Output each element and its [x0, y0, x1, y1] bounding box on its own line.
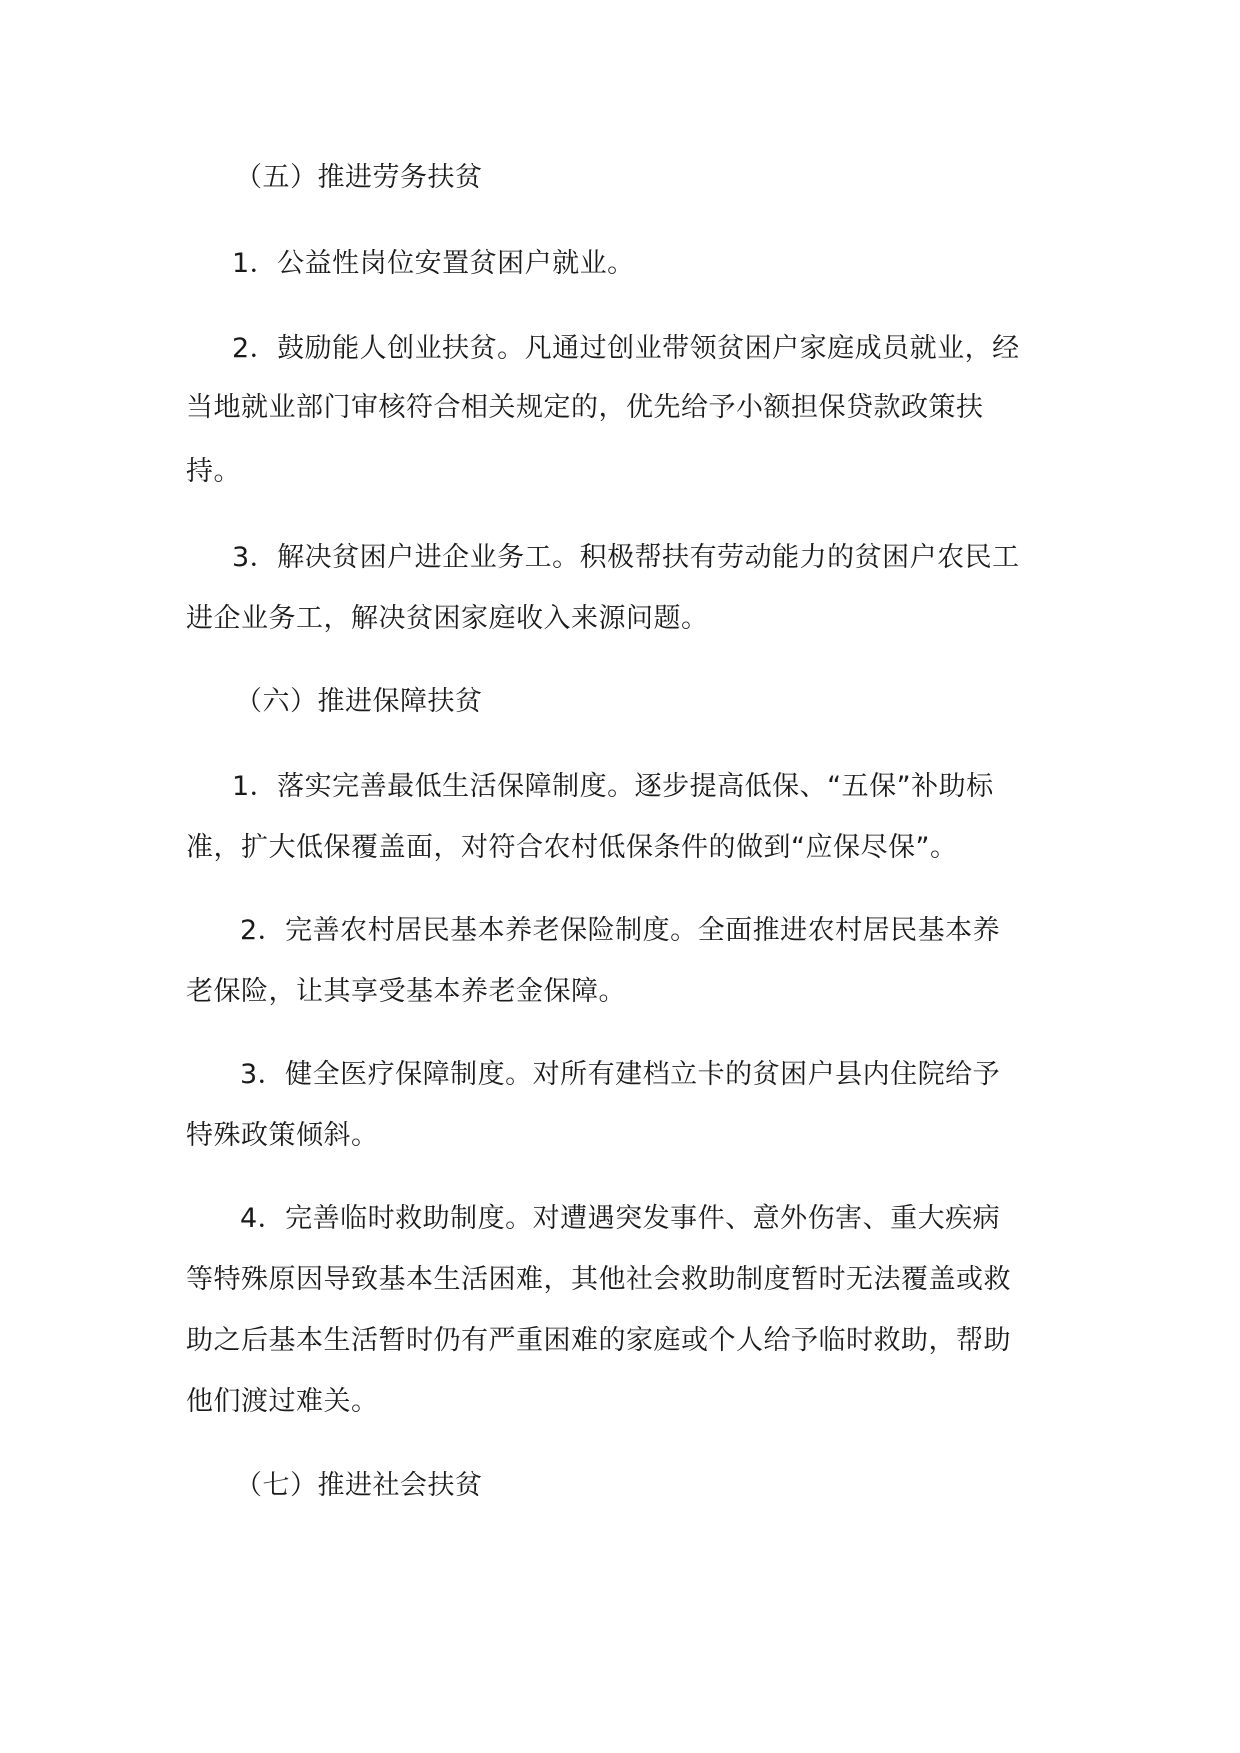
paragraph-line: 3．健全医疗保障制度。对所有建档立卡的贫困户县内住院给予 — [240, 1059, 1001, 1090]
paragraph-line: 老保险，让其享受基本养老金保障。 — [186, 976, 626, 1007]
paragraph-line: 2．鼓励能人创业扶贫。凡通过创业带领贫困户家庭成员就业，经 — [232, 333, 1020, 364]
section-heading: （六）推进保障扶贫 — [235, 686, 483, 717]
paragraph-line: 助之后基本生活暂时仍有严重困难的家庭或个人给予临时救助，帮助 — [186, 1325, 1011, 1356]
paragraph-line: 他们渡过难关。 — [186, 1386, 379, 1417]
paragraph-line: 当地就业部门审核符合相关规定的，优先给予小额担保贷款政策扶 — [186, 392, 984, 423]
paragraph-line: 1．落实完善最低生活保障制度。逐步提高低保、“五保”补助标 — [232, 771, 994, 802]
paragraph-line: 1．公益性岗位安置贫困户就业。 — [232, 248, 635, 279]
paragraph-line: 4．完善临时救助制度。对遭遇突发事件、意外伤害、重大疾病 — [240, 1203, 1001, 1234]
paragraph-line: 持。 — [186, 456, 241, 487]
paragraph-line: 2．完善农村居民基本养老保险制度。全面推进农村居民基本养 — [240, 915, 1001, 946]
paragraph-line: 进企业务工，解决贫困家庭收入来源问题。 — [186, 603, 709, 634]
paragraph-line: 3．解决贫困户进企业务工。积极帮扶有劳动能力的贫困户农民工 — [232, 542, 1020, 573]
section-heading: （七）推进社会扶贫 — [235, 1470, 483, 1501]
paragraph-line: 等特殊原因导致基本生活困难，其他社会救助制度暂时无法覆盖或救 — [186, 1264, 1011, 1295]
paragraph-line: 准，扩大低保覆盖面，对符合农村低保条件的做到“应保尽保”。 — [186, 832, 958, 863]
paragraph-line: 特殊政策倾斜。 — [186, 1120, 379, 1151]
section-heading: （五）推进劳务扶贫 — [235, 162, 483, 193]
